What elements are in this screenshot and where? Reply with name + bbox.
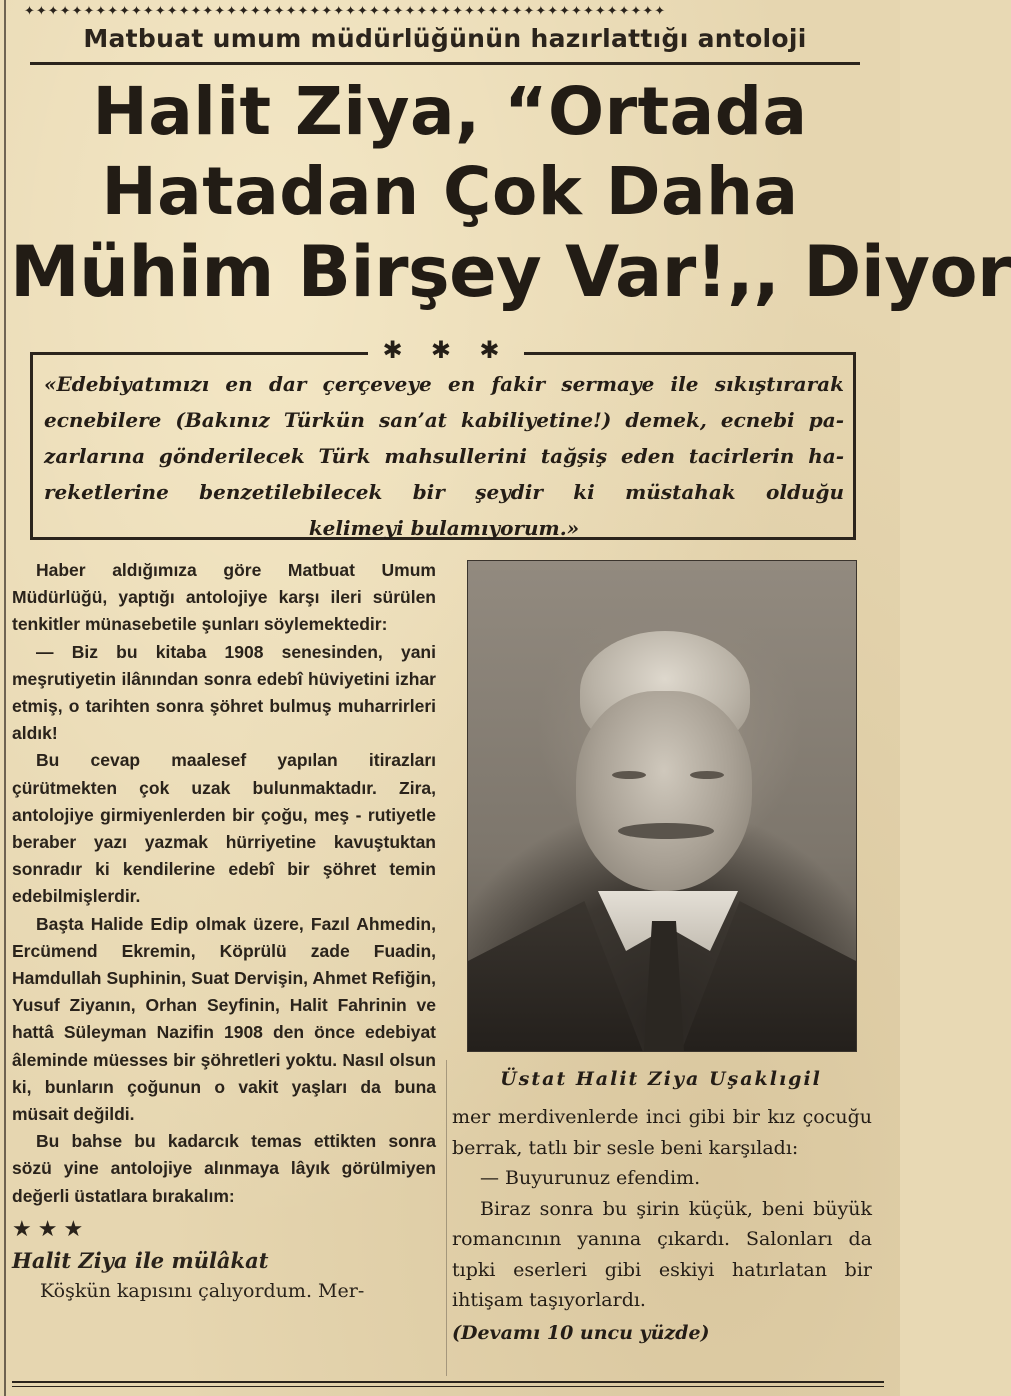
photo-caption: Üstat Halit Ziya Uşaklıgil xyxy=(500,1068,822,1090)
headline-line-2: Hatadan Çok Daha xyxy=(101,153,799,230)
quote-line: zarlarına gönderilecek Türk mahsullerini tağşiş eden tacirlerin ha- xyxy=(44,444,844,468)
interview-subheading: Halit Ziya ile mülâkat xyxy=(12,1248,269,1274)
article-paragraph: — Buyurunuz efendim. xyxy=(480,1167,701,1189)
quote-line: ecnebilere (Bakınız Türkün san’at kabiliyetine!) demek, ecnebi pa- xyxy=(44,408,844,432)
headline-line-1: Halit Ziya, “Ortada xyxy=(92,73,808,150)
article-paragraph: Başta Halide Edip olmak üzere, Fazıl Ahmedin, Ercümend Ekremin, Köprülü zade Fuadin, Hamdullah Suphinin, Suat Dervişin, Ahmet Refiğin, Yusuf Ziyanın, Orhan Seyfinin, Halit Fahrinin ve hattâ Süleyman Nazifin 1908 den önce edebiyat âleminde müesses bir şöhretleri yoktu. Nasıl olsun ki, bunların çoğunun o vakit yaşları da buna müsait değildi. xyxy=(12,913,436,1125)
left-margin-rule xyxy=(4,0,6,1396)
quote-line: kelimeyi bulamıyorum.» xyxy=(308,516,580,540)
left-article-column xyxy=(12,557,436,1305)
article-paragraph: Biraz sonra bu şirin küçük, beni büyük romancının yanına çıkardı. Salonları da tıpki eserleri gibi eskiyi hatırlatan bir ihtişam taşıyorlardı. xyxy=(452,1197,872,1311)
article-paragraph: — Biz bu kitaba 1908 senesinden, yani meşrutiyetin ilânından sonra edebî hüviyetini izhar etmiş, o tarihten sonra şöhret bulmuş muharrirleri aldık! xyxy=(12,641,436,744)
continued-note: (Devamı 10 uncu yüzde) xyxy=(452,1321,710,1344)
article-paragraph: Bu cevap maalesef yapılan itirazları çürütmekten çok uzak bulunmaktadır. Zira, antolojiye girmiyenlerden bir çoğu, meş - rutiyetle beraber yazı yazmak hürriyetine kavuştuktan sonradır ki kendilerine edebî bir şöhret temin edebilmişlerdir. xyxy=(12,750,436,907)
bottom-rule xyxy=(12,1381,884,1383)
kicker-heading: Matbuat umum müdürlüğünün hazırlattığı antoloji xyxy=(83,24,807,53)
main-headline xyxy=(10,72,1011,313)
column-divider xyxy=(446,1060,447,1376)
quote-line: «Edebiyatımızı en dar çerçeveye en fakir sermaye ile sıkıştırarak xyxy=(44,372,844,396)
portrait-photo xyxy=(467,560,857,1052)
bottom-rule-thin xyxy=(12,1386,884,1387)
pull-quote xyxy=(44,366,844,546)
article-paragraph: mer merdivenlerde inci gibi bir kız çocuğu berrak, tatlı bir sesle beni karşıladı: xyxy=(452,1106,872,1159)
quote-line: reketlerine benzetilebilecek bir şeydir ki müstahak olduğu xyxy=(44,480,844,504)
article-paragraph: Köşkün kapısını çalıyordum. Mer- xyxy=(40,1280,365,1303)
quote-box-stars: ✱ ✱ ✱ xyxy=(382,336,510,364)
ornamental-top-border: ✦✦✦✦✦✦✦✦✦✦✦✦✦✦✦✦✦✦✦✦✦✦✦✦✦✦✦✦✦✦✦✦✦✦✦✦✦✦✦✦✦✦✦✦✦✦✦✦✦✦✦✦✦✦ xyxy=(24,4,667,19)
kicker-rule xyxy=(30,62,860,65)
section-stars: ★★★ xyxy=(12,1216,90,1242)
article-paragraph: Bu bahse bu kadarcık temas ettikten sonra sözü yine antolojiye alınmaya lâyık görülmiyen değerli üstatlara bırakalım: xyxy=(12,1131,436,1206)
right-article-column xyxy=(452,1102,872,1348)
headline-line-3: Mühim Birşey Var!,, Diyor xyxy=(10,231,1011,313)
article-paragraph: Haber aldığımıza göre Matbuat Umum Müdürlüğü, yaptığı antolojiye karşı ileri sürülen tenkitler münasebetile şunları söylemektedir: xyxy=(12,560,436,635)
